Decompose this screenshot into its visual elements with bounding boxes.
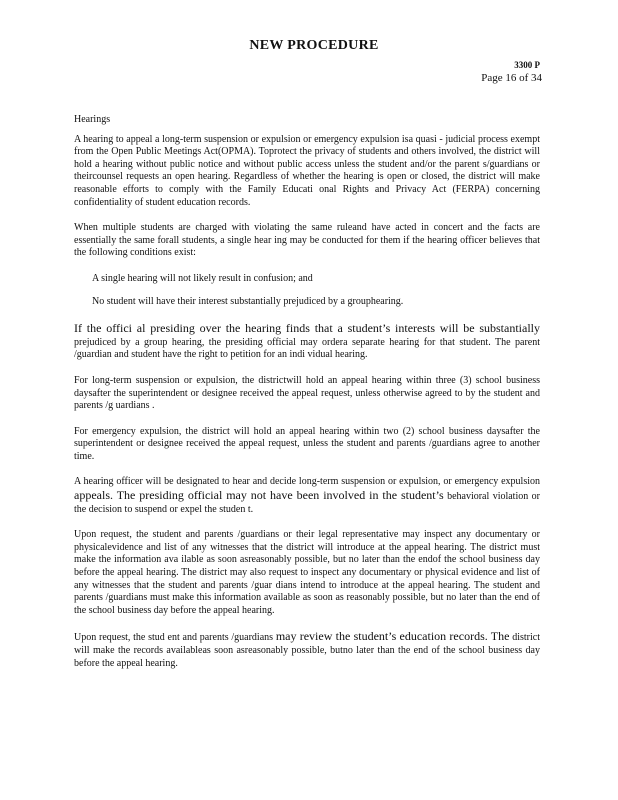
paragraph-long-term: For long-term suspension or expulsion, the districtwill hold an appeal hearing within three (3) school business daysafter the superintendent or designee received the appeal request, unless otherwise agreed to by the student and parents /g uardians . (74, 374, 540, 412)
bullet-icon (74, 273, 92, 286)
procedure-code: 3300 P (514, 60, 540, 70)
paragraph-education-records (74, 630, 540, 670)
paragraph-part: may review the student’s education records. The (275, 629, 510, 644)
paragraph-lead: If the offici al presiding over the hearing finds that a student’s interests will be substantially (74, 321, 540, 336)
page-number: Page 16 of 34 (481, 72, 542, 84)
section-heading: Hearings (74, 114, 111, 125)
paragraph-inspect-evidence: Upon request, the student and parents /guardians or their legal representative may inspect any documentary or physicalevidence and list of any witnesses that the district will introduce at the appeal hearing. The district must make the information ava ilable as soon asreasonably possible, but no later than the endof the school business day before the appeal hearing. The district may also request to inspect any documentary or physical evidence and list of any witnesses that the student and parents /guar dians intend to introduce at the appeal hearing. The student and parents /guardians must make this information available as soon as reasonably possible, but no later than the end of the school business day before the appeal hearing. (74, 529, 540, 616)
paragraph-group-hearing (74, 322, 540, 362)
paragraph-part: A hearing officer will be designated to hear and decide long-term suspension or expulsion, or emergency expulsion (74, 476, 540, 488)
paragraph-part: Upon request, the stud ent and parents /guardians (74, 632, 276, 644)
page-title: NEW PROCEDURE (249, 38, 379, 53)
bullet-text: A single hearing will not likely result in confusion; and (92, 272, 313, 284)
paragraph-multiple-students: When multiple students are charged with violating the same ruleand have acted in concert and the facts are essentially the same forall students, a single hear ing may be conducted for them if the hearing officer believes that the following conditions exist: (74, 222, 540, 259)
paragraph-part: behavioral violation or the decision to suspend or expel the studen t. (74, 491, 540, 515)
bullet-text: No student will have their interest substantially prejudiced by a grouphearing. (92, 295, 404, 307)
paragraph-part: district will make the records availableas soon asreasonably possible, butno later than the end of the school business day before the appeal hearing. (74, 632, 540, 669)
paragraph-emergency: For emergency expulsion, the district will hold an appeal hearing within two (2) school business daysafter the superintendent or designee received the appeal request, unless the student and parents /guardians agree to another time. (74, 425, 540, 462)
document-body (74, 114, 540, 683)
bullet-item (74, 273, 540, 286)
paragraph-hearing-officer (74, 476, 540, 516)
bullet-icon (74, 296, 92, 309)
bullet-item (74, 296, 540, 309)
paragraph-rest: prejudiced by a group hearing, the presiding official may ordera separate hearing for that student. The parent /guardian and student have the right to petition for an indi vidual hearing. (74, 336, 540, 361)
paragraph-hearing-overview: A hearing to appeal a long-term suspension or expulsion or emergency expulsion isa quasi - judicial process exempt from the Open Public Meetings Act(OPMA). Toprotect the privacy of students and others involved, the district will hold a hearing without public notice and without public access unless the student and/or the parent s/guardians or theircounsel requests an open hearing. Regardless of whether the hearing is open or closed, the district will make reasonable efforts to comply with the Family Educati onal Rights and Privacy Act (FERPA) concerning confidentiality of student education records. (74, 133, 540, 208)
paragraph-part: appeals. The presiding official may not have been involved in the student’s (74, 488, 444, 503)
